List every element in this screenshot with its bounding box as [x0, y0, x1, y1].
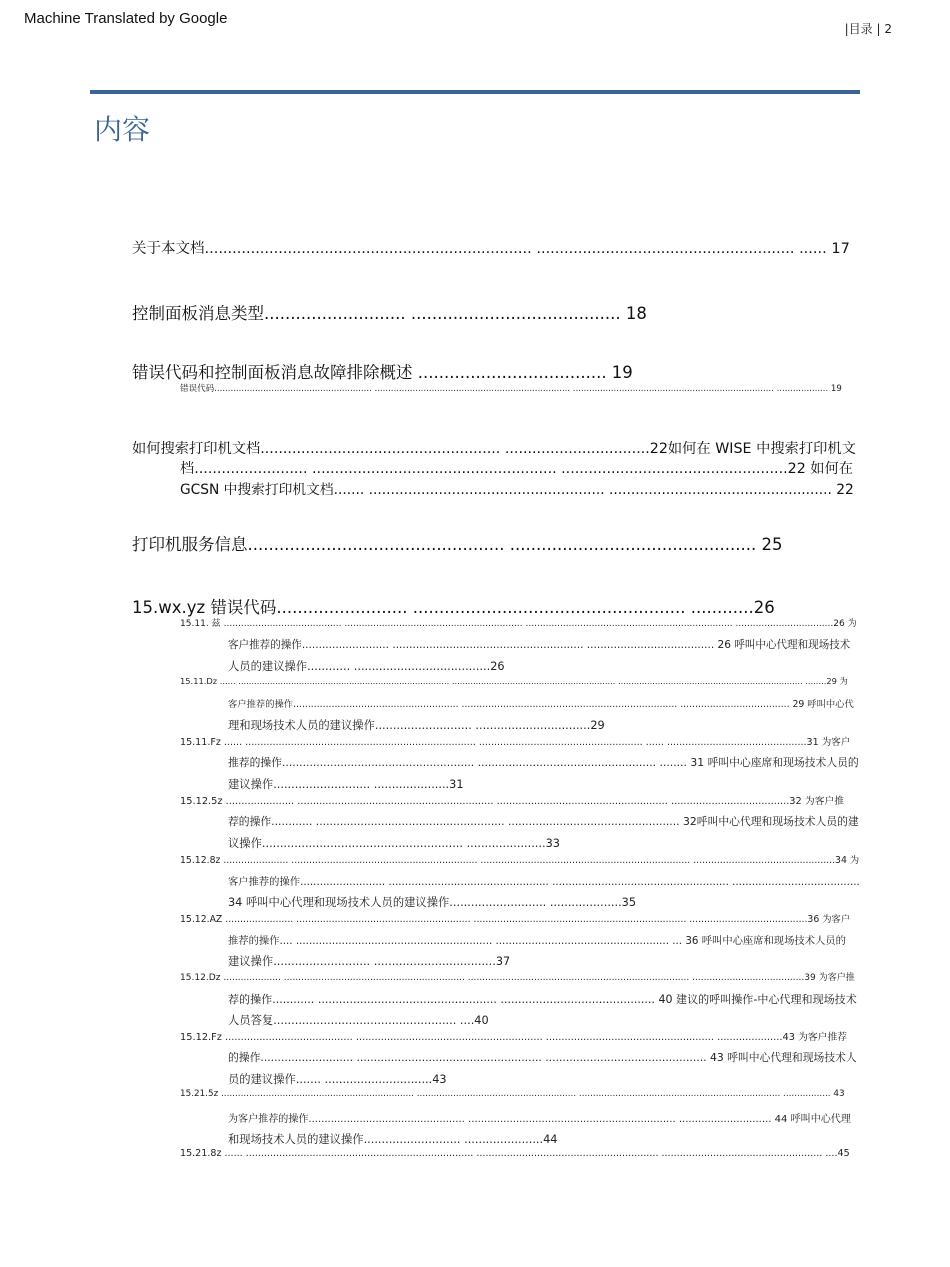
- toc-entry-sub[interactable]: 荐的操作............ ....................................................... .................................................. 32呼叫中心代理和现场技术人员的建: [228, 815, 859, 828]
- toc-entry-sub[interactable]: 推荐的操作.... ............................................................ ..................................................... ... 36 呼叫中心座席和现场技术人员的: [228, 935, 846, 947]
- toc-entry-15-12-fz[interactable]: 15.12.Fz ......................................... ............................................................ ...................................................... .....................43 为客户推荐: [180, 1032, 848, 1043]
- toc-entry-sub[interactable]: 理和现场技术人员的建议操作........................... ................................29: [228, 719, 605, 732]
- toc-entry-sub[interactable]: 客户推荐的操作........................................................ ......................................................................... ..................................... 29 呼叫中心代: [228, 699, 854, 710]
- toc-entry-sub[interactable]: 和现场技术人员的建议操作........................... ......................44: [228, 1133, 558, 1146]
- toc-entry-sub[interactable]: 建议操作........................... ..................................37: [228, 955, 511, 968]
- toc-entry-sub[interactable]: 推荐的操作........................................................ .................................................... ........ 31 呼叫中心座席和现场技术人员的: [228, 756, 859, 769]
- toc-entry-sub[interactable]: 人员的建议操作............ ......................................26: [228, 660, 505, 673]
- page-title: 内容: [94, 113, 151, 146]
- toc-entry-sub[interactable]: 员的建议操作....... ..............................43: [228, 1073, 447, 1086]
- toc-entry-15-11-z[interactable]: 15.11. 兹 ......................................... .............................................................. ........................................................................ ..................................26 为: [180, 619, 857, 629]
- toc-entry-15-12-5z[interactable]: 15.12.5z ...................... ............................................................... ....................................................... ......................................32 为客户推: [180, 796, 845, 807]
- toc-entry-sub[interactable]: 客户推荐的操作.......................... ................................................. ...................................................... .......................................: [228, 876, 860, 888]
- toc-entry-service-info[interactable]: 打印机服务信息................................................. ............................................... 25: [132, 535, 783, 554]
- toc-entry-sub[interactable]: 人员答复................................................... ....40: [228, 1014, 489, 1027]
- toc-entry-15-21-5z[interactable]: 15.21.5z ..................................................................... ......................................................... ........................................................................ ................. 43: [180, 1089, 845, 1099]
- title-rule: [90, 90, 860, 94]
- toc-entry-15-12-az[interactable]: 15.12.AZ ....................... ........................................................... ........................................................................ ........................................36 为客户: [180, 914, 851, 925]
- toc-entry-search-docs-cont[interactable]: 档......................... ...................................................... ..................................................22 如何在: [180, 461, 854, 477]
- toc-entry-search-docs[interactable]: 如何搜索打印机文档..................................................... ................................22如何在 WISE 中搜索打印机文: [132, 441, 856, 457]
- toc-entry-sub[interactable]: 客户推荐的操作.......................... ......................................................... ...................................... 26 呼叫中心代理和现场技术: [228, 639, 851, 651]
- toc-entry-15-12-8z[interactable]: 15.12.8z ...................... ............................................................... ....................................................................... ................................................34 为: [180, 855, 860, 866]
- toc-entry-search-docs-cont[interactable]: GCSN 中搜索打印机文档....... ...................................................... ................................................... 22: [180, 482, 854, 498]
- toc-entry-about[interactable]: 关于本文档....................................................................... ........................................................ ...... 17: [132, 241, 850, 257]
- toc-entry-15-21-8z[interactable]: 15.21.8z ...... ........................................................................... ............................................................ ..................................................... ....45: [180, 1148, 850, 1159]
- toc-entry-msg-types[interactable]: 控制面板消息类型........................... ........................................ 18: [132, 304, 647, 323]
- toc-entry-15wxyz[interactable]: 15.wx.yz 错误代码......................... .................................................... ............26: [132, 598, 775, 617]
- toc-entry-15-12-dz[interactable]: 15.12.Dz .................... ............................................................... ............................................................................. .......................................39 为客户推: [180, 973, 855, 983]
- toc-entry-15-11-dz[interactable]: 15.11.Dz ...... ................................................................................ .............................................................. ...................................................................... ........29 为: [180, 676, 848, 686]
- machine-translated-watermark: Machine Translated by Google: [24, 10, 228, 27]
- toc-entry-error-codes[interactable]: 错误代码.......................................................... ........................................................................ .......................................................................... ................... 19: [180, 384, 842, 394]
- toc-entry-error-overview[interactable]: 错误代码和控制面板消息故障排除概述 .................................... 19: [132, 363, 633, 382]
- page-header: |目录 | 2: [844, 22, 892, 36]
- toc-entry-sub[interactable]: 建议操作........................... .....................31: [228, 778, 464, 791]
- toc-entry-sub[interactable]: 荐的操作............ ................................................... ............................................ 40 建议的呼叫操作-中心代理和现场技术: [228, 993, 857, 1006]
- toc-entry-sub[interactable]: 为客户推荐的操作................................................. ................................................................. ............................. 44 呼叫中心代理: [228, 1114, 851, 1125]
- toc-entry-sub[interactable]: 的操作........................... ...................................................... ............................................... 43 呼叫中心代理和现场技术人: [228, 1051, 857, 1064]
- toc-entry-sub[interactable]: 34 呼叫中心代理和现场技术人员的建议操作........................... ....................35: [228, 896, 637, 909]
- toc-entry-sub[interactable]: 议操作........................................................ ......................33: [228, 837, 560, 850]
- toc-entry-15-11-fz[interactable]: 15.11.Fz ...... ............................................................................ ...................................................... ...... ..............................................31 为客户: [180, 737, 851, 748]
